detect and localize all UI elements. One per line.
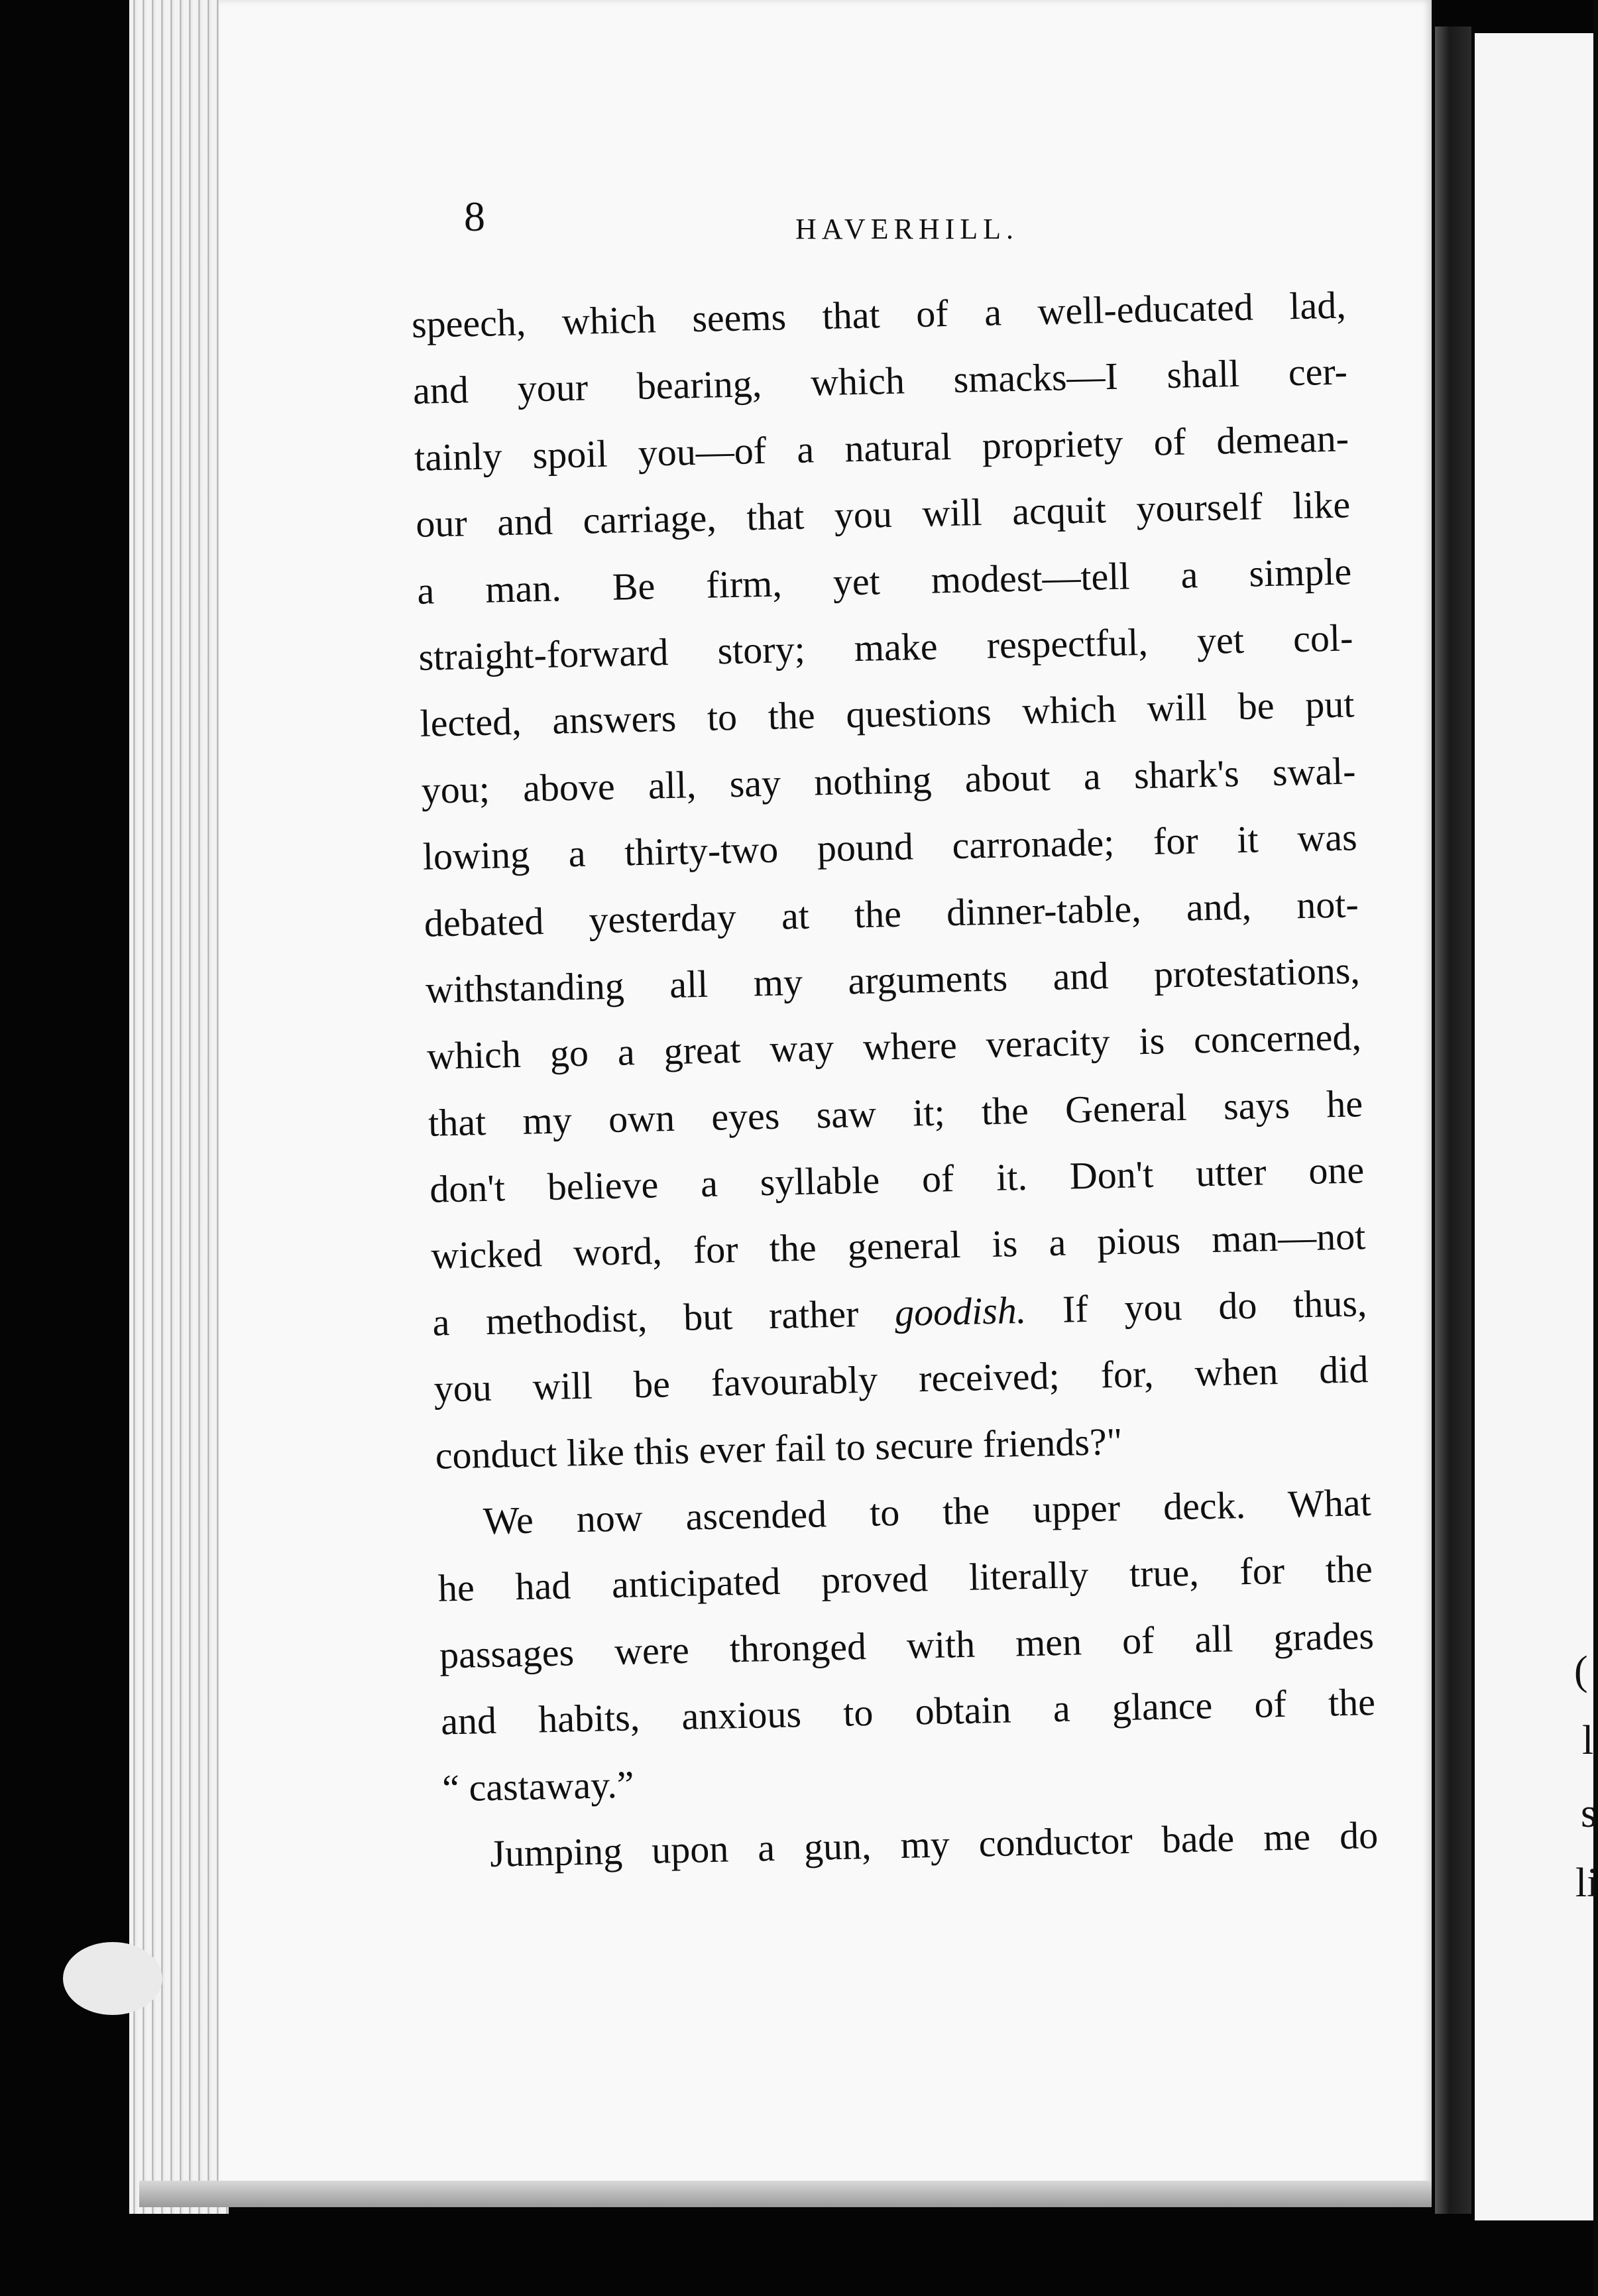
text-line: withstanding all my arguments and protestations, [425,948,1361,1011]
text-run: If you do thus, [1062,1281,1367,1331]
text-line: he had anticipated proved literally true, for the [437,1547,1373,1610]
text-line: speech, which seems that of a well-educated lad, [411,283,1347,346]
facing-page-fragment: li [1575,1861,1598,1906]
page-number: 8 [464,193,485,240]
text-line: which go a great way where veracity is concerned, [426,1015,1362,1078]
text-line: lected, answers to the questions which will be put [419,682,1355,746]
facing-page-fragment: ( [1574,1648,1588,1693]
text-line: straight-forward story; make respectful, yet col- [418,616,1353,679]
page-header [464,192,1339,258]
text-line: passages were thronged with men of all grades [439,1613,1375,1677]
paper-blemish [63,1942,162,2015]
text-line: and habits, anxious to obtain a glance of the [440,1680,1376,1743]
text-line: conduct like this ever fail to secure friends?" [435,1419,1123,1477]
facing-page [1475,33,1598,2220]
italic-word: goodish. [894,1288,1027,1334]
text-line: and your bearing, which smacks—I shall cer- [412,349,1348,413]
facing-page-fragment: s [1581,1791,1597,1836]
text-line: our and carriage, that you will acquit yourself like [415,483,1351,546]
text-line: you; above all, say nothing about a shark's swal- [421,749,1357,812]
text-line: tainly spoil you—of a natural propriety of demean- [414,416,1349,479]
page-edges [129,0,229,2214]
body-text [411,272,1379,1888]
text-line: that my own eyes saw it; the General says he [428,1081,1363,1145]
text-line: don't believe a syllable of it. Don't utter one [429,1148,1365,1211]
paragraph-start-line: Jumping upon a gun, my conductor bade me do [489,1813,1379,1875]
page-bottom-edge [139,2181,1432,2207]
text-line: debated yesterday at the dinner-table, and, not- [424,882,1359,945]
text-line: a man. Be firm, yet modest—tell a simple [416,549,1352,612]
text-line: “ castaway.” [441,1762,635,1810]
facing-page-fragment: l [1582,1718,1594,1763]
text-line: lowing a thirty-two pound carronade; for it was [422,815,1358,878]
text-line: you will be favourably received; for, when did [433,1348,1369,1410]
text-run: a methodist, but rather [431,1292,859,1344]
running-title: HAVERHILL. [795,213,1019,245]
paragraph-start-line: We now ascended to the upper deck. What [483,1481,1372,1543]
text-line: wicked word, for the general is a pious man—not [430,1214,1366,1278]
book-gutter [1435,27,1471,2214]
